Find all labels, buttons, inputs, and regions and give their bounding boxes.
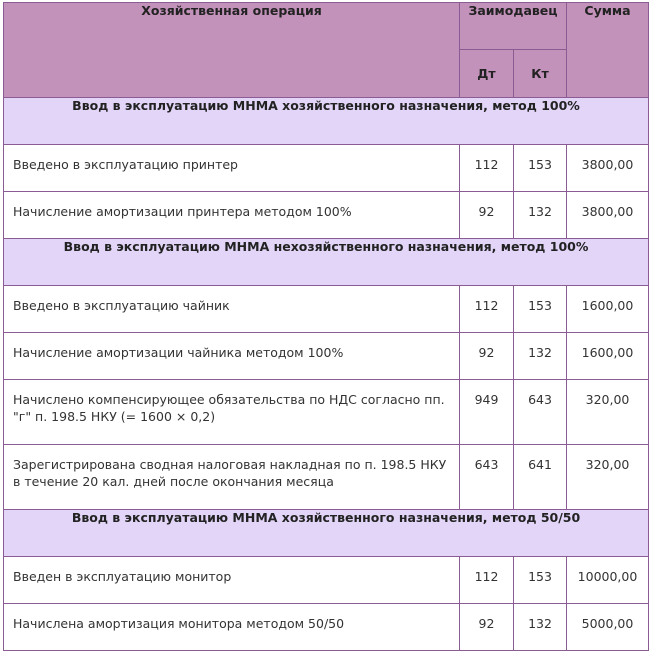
row-amount: 3800,00 bbox=[567, 145, 649, 192]
header-credit: Кт bbox=[514, 50, 567, 98]
row-credit: 643 bbox=[514, 380, 567, 445]
row-description: Начисление амортизации чайника методом 100% bbox=[4, 333, 460, 380]
row-credit: 132 bbox=[514, 604, 567, 651]
section-title: Ввод в эксплуатацию МНМА нехозяйственного назначения, метод 100% bbox=[4, 239, 649, 286]
row-credit: 153 bbox=[514, 286, 567, 333]
table-row bbox=[4, 380, 649, 445]
header-operation: Хозяйственная операция bbox=[4, 3, 460, 98]
row-credit: 153 bbox=[514, 145, 567, 192]
row-debit: 92 bbox=[460, 604, 514, 651]
row-amount: 10000,00 bbox=[567, 557, 649, 604]
table-row bbox=[4, 333, 649, 380]
row-debit: 643 bbox=[460, 445, 514, 510]
row-credit: 132 bbox=[514, 333, 567, 380]
row-amount: 320,00 bbox=[567, 445, 649, 510]
header-amount: Сумма bbox=[567, 3, 649, 98]
table-row bbox=[4, 557, 649, 604]
row-description: Начисление амортизации принтера методом 100% bbox=[4, 192, 460, 239]
row-amount: 3800,00 bbox=[567, 192, 649, 239]
row-amount: 1600,00 bbox=[567, 333, 649, 380]
row-description: Введено в эксплуатацию принтер bbox=[4, 145, 460, 192]
row-debit: 112 bbox=[460, 557, 514, 604]
section-title: Ввод в эксплуатацию МНМА хозяйственного назначения, метод 100% bbox=[4, 98, 649, 145]
header-debit: Дт bbox=[460, 50, 514, 98]
section-row bbox=[4, 98, 649, 145]
section-row bbox=[4, 510, 649, 557]
row-amount: 5000,00 bbox=[567, 604, 649, 651]
row-amount: 1600,00 bbox=[567, 286, 649, 333]
row-debit: 92 bbox=[460, 333, 514, 380]
table-row bbox=[4, 604, 649, 651]
row-description: Начислено компенсирующее обязательства по НДС согласно пп. "г" п. 198.5 НКУ (= 1600 × 0,2) bbox=[4, 380, 460, 445]
row-credit: 153 bbox=[514, 557, 567, 604]
accounting-entries-table bbox=[3, 2, 649, 651]
row-amount: 320,00 bbox=[567, 380, 649, 445]
table-row bbox=[4, 286, 649, 333]
row-description: Начислена амортизация монитора методом 50/50 bbox=[4, 604, 460, 651]
row-credit: 641 bbox=[514, 445, 567, 510]
row-debit: 949 bbox=[460, 380, 514, 445]
section-title: Ввод в эксплуатацию МНМА хозяйственного назначения, метод 50/50 bbox=[4, 510, 649, 557]
row-description: Введено в эксплуатацию чайник bbox=[4, 286, 460, 333]
table-row bbox=[4, 445, 649, 510]
section-row bbox=[4, 239, 649, 286]
row-description: Зарегистрирована сводная налоговая накладная по п. 198.5 НКУ в течение 20 кал. дней после окончания месяца bbox=[4, 445, 460, 510]
table-row bbox=[4, 145, 649, 192]
row-debit: 92 bbox=[460, 192, 514, 239]
row-description: Введен в эксплуатацию монитор bbox=[4, 557, 460, 604]
table-row bbox=[4, 192, 649, 239]
header-borrower: Заимодавец bbox=[460, 3, 567, 50]
row-debit: 112 bbox=[460, 286, 514, 333]
row-credit: 132 bbox=[514, 192, 567, 239]
row-debit: 112 bbox=[460, 145, 514, 192]
